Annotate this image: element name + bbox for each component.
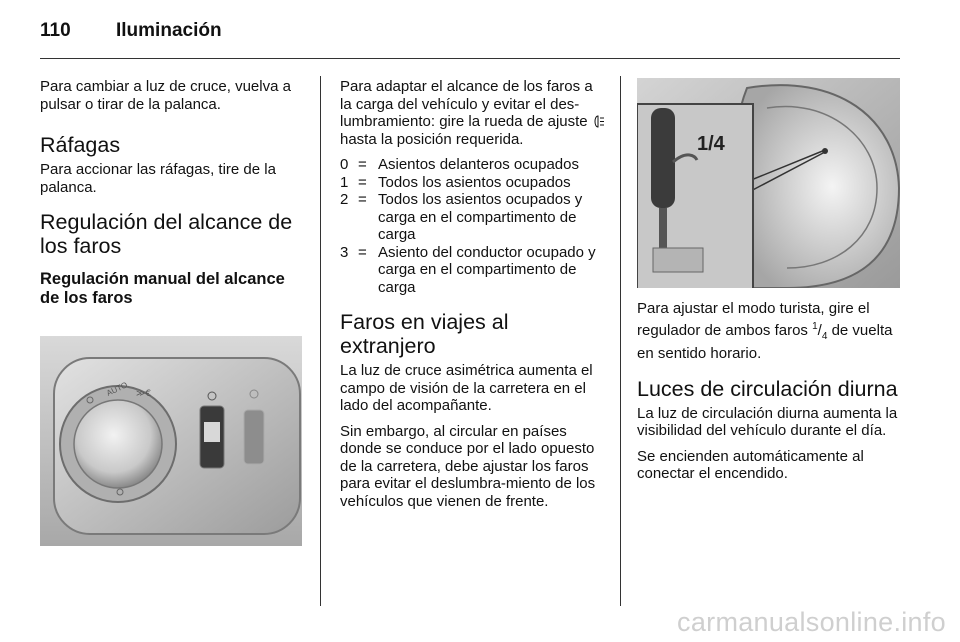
- diurna-heading: Luces de circulación diurna: [637, 376, 898, 401]
- list-item-equals: =: [358, 173, 367, 191]
- column-2: [340, 78, 606, 518]
- svg-text:≫€: ≫€: [136, 389, 152, 399]
- list-item-number: 1: [340, 173, 349, 191]
- rafagas-heading: Ráfagas: [40, 133, 121, 157]
- fraction-denominator: 4: [821, 330, 828, 342]
- load-position-list: [340, 156, 606, 296]
- header-rule: [40, 58, 900, 59]
- adapt-text-1: Para adaptar el alcance de los faros a la carga del vehículo y evitar el des-lumbramiento: gire la rueda de ajuste: [340, 78, 593, 130]
- list-item-text: Asiento del conductor ocupado y carga en el compartimento de carga: [378, 243, 596, 296]
- manual-heading: Regulación manual del alcance de los faros: [40, 270, 285, 307]
- list-item-number: 0: [340, 156, 349, 173]
- list-item: [340, 156, 606, 174]
- headlamp-adjust-illustration: [637, 78, 900, 288]
- extranjero-paragraph-2: Sin embargo, al circular en países donde se conduce por el lado opuesto de la carretera, debe ajustar los faros para evitar el deslumbra-miento de los vehículos que vienen de frente.: [340, 422, 596, 510]
- diurna-paragraph-1: La luz de circulación diurna aumenta la visibilidad del vehículo durante el día.: [637, 404, 898, 439]
- light-switch-illustration: [40, 336, 302, 546]
- headlamp-adjust-photo: [637, 78, 900, 288]
- diurna-paragraph-2: Se encienden automáticamente al conectar el encendido.: [637, 447, 864, 482]
- adapt-paragraph: [340, 78, 606, 148]
- headlamp-range-icon: [592, 115, 605, 128]
- auto-label: AUTO: [105, 380, 129, 398]
- list-item-text: Todos los asientos ocupados y carga en el compartimento de carga: [378, 191, 583, 243]
- list-item-number: 3: [340, 243, 349, 261]
- watermark: carmanualsonline.info: [677, 607, 946, 637]
- list-item-equals: =: [358, 191, 367, 208]
- column-divider: [620, 76, 621, 606]
- column-divider: [320, 76, 321, 606]
- turista-paragraph: Para ajustar el modo turista, gire el regulador de ambos faros $^1/_4$ de vuelta en sentido horario.: [637, 300, 893, 362]
- extranjero-paragraph-1: La luz de cruce asimétrica aumenta el campo de visión de la carretera en el lado del acompañante.: [340, 362, 593, 414]
- list-item-equals: =: [358, 243, 367, 261]
- column-1: [40, 78, 304, 316]
- rafagas-paragraph: Para accionar las ráfagas, tire de la palanca.: [40, 161, 276, 196]
- turista-text-2: de vuelta en sentido horario.: [637, 321, 893, 362]
- list-item-text: Asientos delanteros ocupados: [378, 156, 579, 173]
- chapter-title: Iluminación: [116, 20, 222, 41]
- adapt-text-2: hasta la posición requerida.: [340, 130, 524, 148]
- list-item-number: 2: [340, 191, 349, 208]
- list-item-text: Todos los asientos ocupados: [378, 173, 571, 191]
- list-item: [340, 174, 606, 192]
- intro-paragraph: Para cambiar a luz de cruce, vuelva a pulsar o tirar de la palanca.: [40, 78, 291, 113]
- column-3: [637, 300, 901, 491]
- list-item-equals: =: [358, 156, 367, 173]
- fraction-numerator: 1: [812, 320, 818, 332]
- regulacion-heading: Regulación del alcance de los faros: [40, 210, 293, 258]
- page-number: 110: [40, 20, 71, 41]
- extranjero-heading: Faros en viajes al extranjero: [340, 310, 509, 358]
- quarter-turn-label: 1/4: [697, 133, 725, 155]
- list-item: [340, 244, 606, 297]
- turista-text-1: Para ajustar el modo turista, gire el regulador de ambos faros: [637, 300, 870, 339]
- list-item: [340, 191, 606, 244]
- light-switch-photo: [40, 336, 302, 546]
